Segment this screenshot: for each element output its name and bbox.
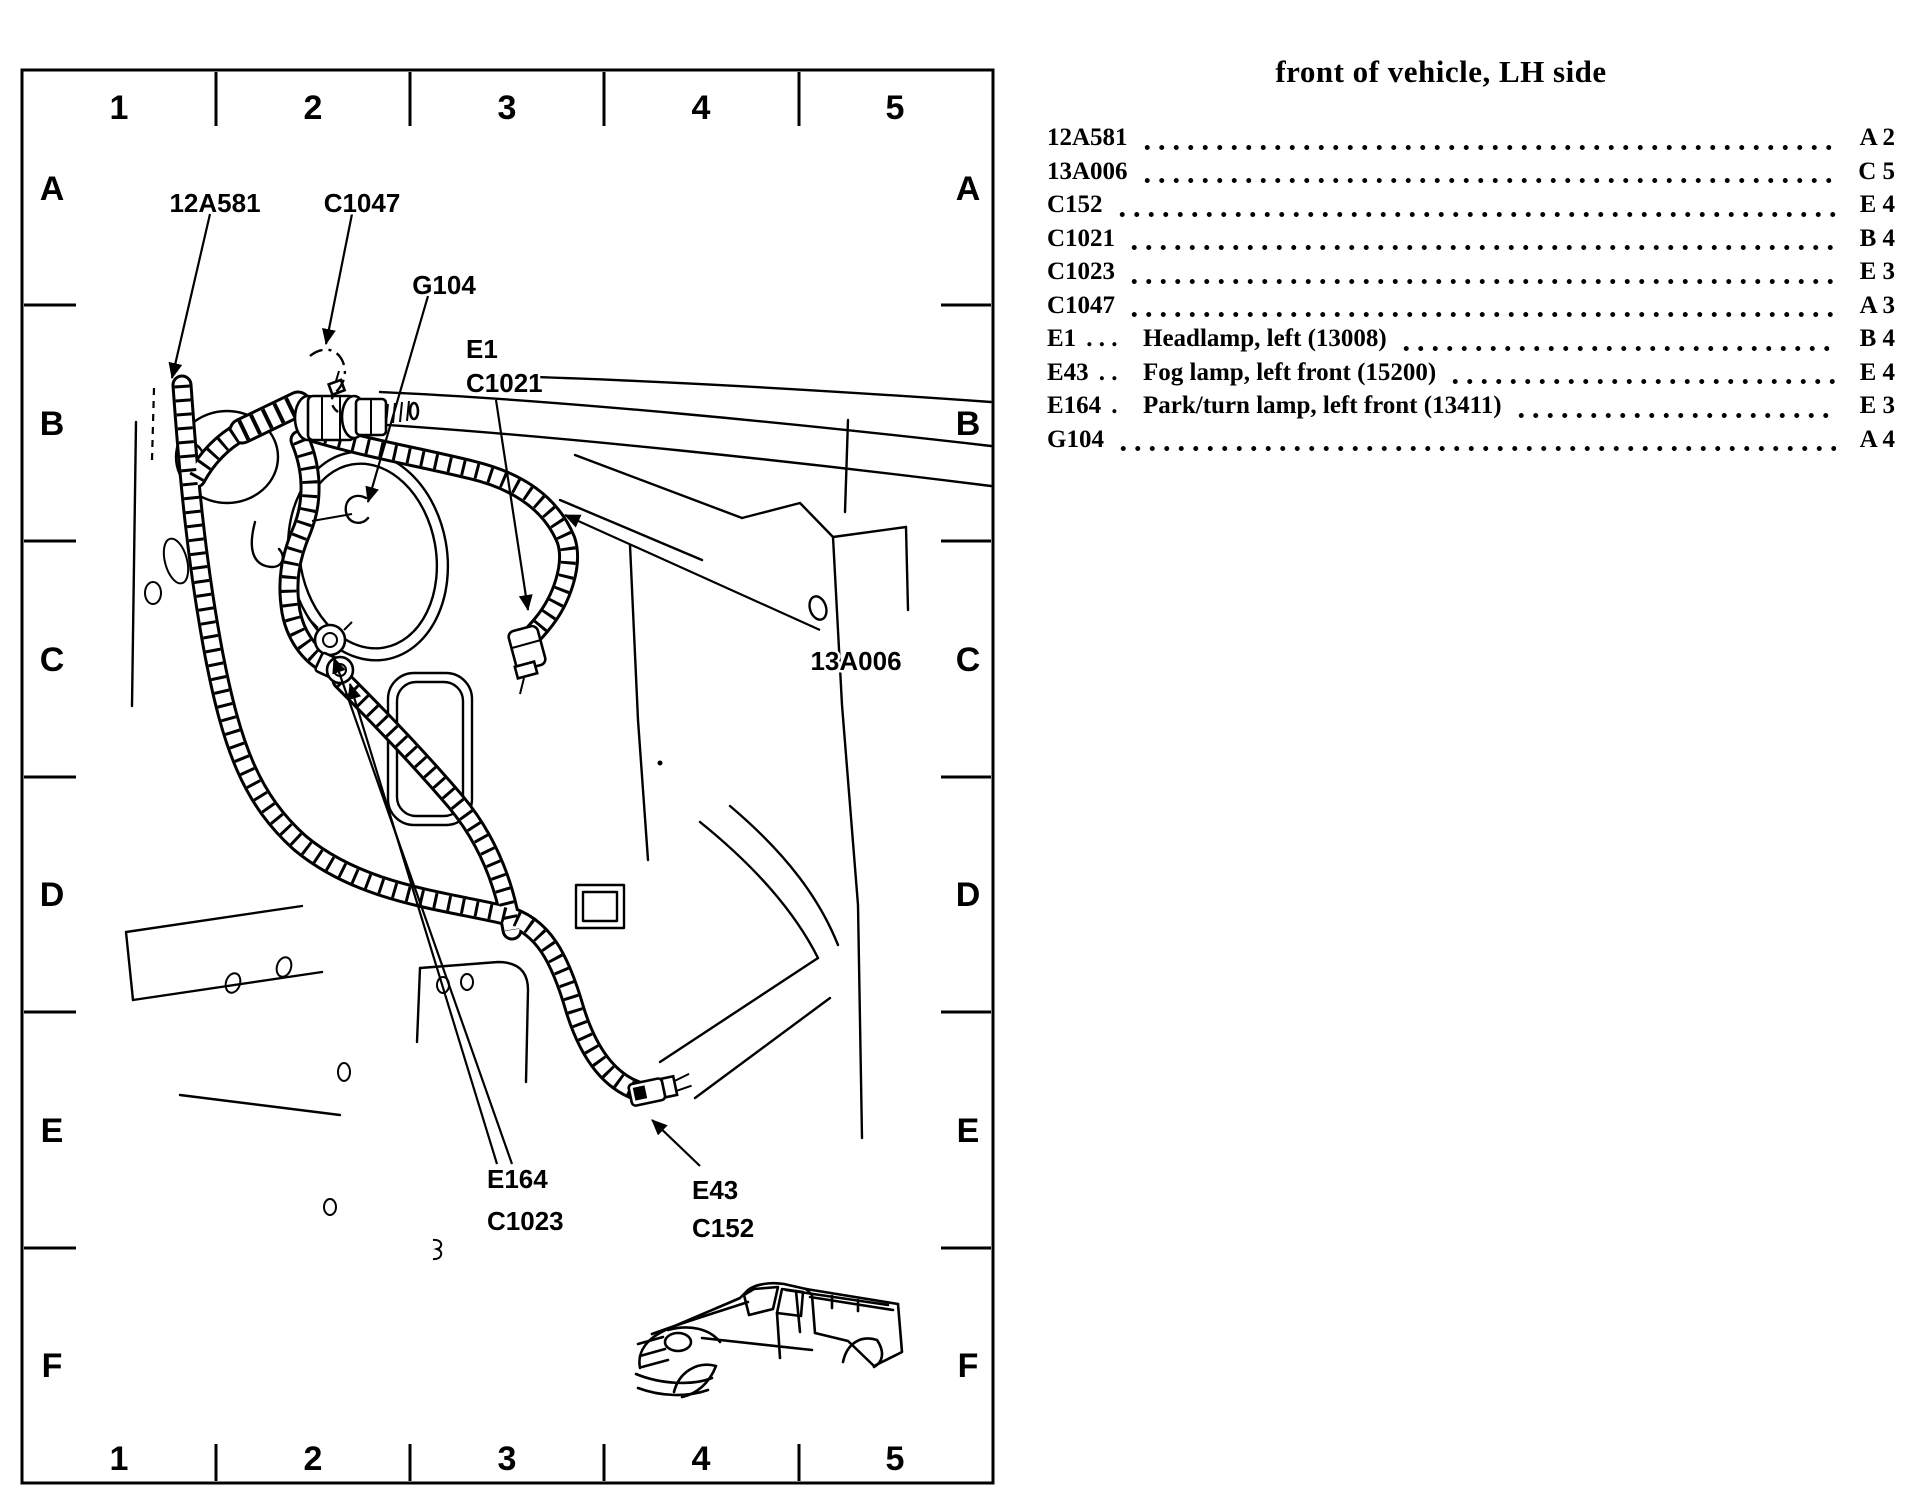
component-labels xyxy=(169,188,901,1243)
grid-col-label: 1 xyxy=(109,1440,129,1478)
grid-ref: E 3 xyxy=(1859,258,1895,285)
label-C152: C152 xyxy=(692,1213,755,1243)
component-id: 12A581 xyxy=(1047,124,1128,151)
grid-ref: A 4 xyxy=(1859,425,1895,453)
grid-labels xyxy=(40,89,981,1478)
leader-dots xyxy=(1396,325,1836,359)
leader-dots xyxy=(1124,292,1836,326)
component-description: Park/turn lamp, left front (13411) xyxy=(1143,392,1502,419)
grid-row-label: B xyxy=(39,405,65,443)
grid-row-label: A xyxy=(39,170,65,208)
page-title: front of vehicle, LH side xyxy=(1275,54,1607,89)
leader-dots xyxy=(1137,124,1836,158)
label-C1023: C1023 xyxy=(487,1206,564,1236)
component-description: Fog lamp, left front (15200) xyxy=(1143,358,1437,386)
component-id: C1047 xyxy=(1047,291,1116,319)
label-G104: G104 xyxy=(412,270,476,300)
grid-col-label: 5 xyxy=(885,1440,905,1478)
index-row xyxy=(1047,325,1895,359)
ground-fitting-G104 xyxy=(312,496,368,523)
label-C1021: C1021 xyxy=(466,368,543,398)
label-E1: E1 xyxy=(466,334,498,364)
grid-row-label: B xyxy=(955,405,981,443)
index-row xyxy=(1047,225,1895,259)
truck-thumbnail xyxy=(636,1283,902,1397)
grid-row-label: E xyxy=(40,1112,64,1150)
grid-ref: B 4 xyxy=(1859,325,1895,352)
grid-ref: E 4 xyxy=(1859,191,1895,218)
component-id: G104 xyxy=(1047,425,1104,453)
grid-ref: A 2 xyxy=(1859,124,1895,151)
grid-col-label: 4 xyxy=(691,89,711,127)
index-row xyxy=(1047,426,1895,460)
component-id: C1021 xyxy=(1047,224,1116,252)
grid-col-label: 3 xyxy=(497,1440,517,1478)
index-panel xyxy=(1047,54,1895,459)
grid-ref: E 4 xyxy=(1859,358,1895,386)
leader-dots xyxy=(1113,426,1836,460)
component-id: E164 xyxy=(1047,392,1102,419)
index-row xyxy=(1047,258,1895,292)
index-row xyxy=(1047,392,1895,426)
component-id: C1023 xyxy=(1047,258,1116,285)
grid-ref: E 3 xyxy=(1859,392,1895,419)
grid-ref: A 3 xyxy=(1859,291,1895,319)
grid-row-label: D xyxy=(955,876,981,914)
grid-row-label: F xyxy=(41,1347,63,1385)
id-dots: . xyxy=(1111,392,1118,419)
label-E43: E43 xyxy=(692,1175,739,1205)
label-13A006: 13A006 xyxy=(810,646,902,676)
grid-ref: C 5 xyxy=(1858,157,1895,185)
component-id: 13A006 xyxy=(1047,157,1128,185)
grid-row-label: C xyxy=(955,641,981,679)
connector-C1023-plug xyxy=(315,652,353,683)
label-12A581: 12A581 xyxy=(169,188,261,218)
leader-dots xyxy=(1112,191,1836,225)
component-id: E1 xyxy=(1047,325,1077,352)
index-row xyxy=(1047,158,1895,192)
grid-row-label: E xyxy=(956,1112,980,1150)
connector-E43-C152 xyxy=(628,1072,693,1106)
grid-col-label: 3 xyxy=(497,89,517,127)
grid-col-label: 2 xyxy=(303,89,323,127)
index-row xyxy=(1047,359,1895,393)
grid-row-label: D xyxy=(39,876,65,914)
leader-12A581 xyxy=(172,214,210,378)
leader-dots xyxy=(1124,225,1836,259)
component-description: Headlamp, left (13008) xyxy=(1143,325,1387,352)
index-row xyxy=(1047,124,1895,158)
component-id: E43 xyxy=(1047,358,1089,386)
leader-13A006 xyxy=(565,515,820,630)
leader-dots xyxy=(1445,359,1836,393)
index-row xyxy=(1047,191,1895,225)
grid-col-label: 5 xyxy=(885,89,905,127)
leader-dots xyxy=(1511,392,1836,426)
grid-col-label: 2 xyxy=(303,1440,323,1478)
grid-col-label: 4 xyxy=(691,1440,711,1478)
id-dots: . . xyxy=(1098,358,1118,386)
grid-ref: B 4 xyxy=(1859,224,1895,252)
component-id: C152 xyxy=(1047,191,1103,218)
index-row xyxy=(1047,292,1895,326)
leader-E43-C152 xyxy=(652,1120,700,1166)
leader-dots xyxy=(1124,258,1836,292)
grid-col-label: 1 xyxy=(109,89,129,127)
grid-row-label: A xyxy=(955,170,981,208)
leader-C1047 xyxy=(326,214,352,344)
label-C1047: C1047 xyxy=(323,188,401,218)
grid-row-label: F xyxy=(957,1347,979,1385)
label-E164: E164 xyxy=(487,1164,548,1194)
leader-dots xyxy=(1137,158,1836,192)
leader-E1-C1021 xyxy=(496,400,528,610)
component-index xyxy=(1047,124,1895,459)
id-dots: . . . xyxy=(1086,325,1118,352)
grid-row-label: C xyxy=(39,641,65,679)
